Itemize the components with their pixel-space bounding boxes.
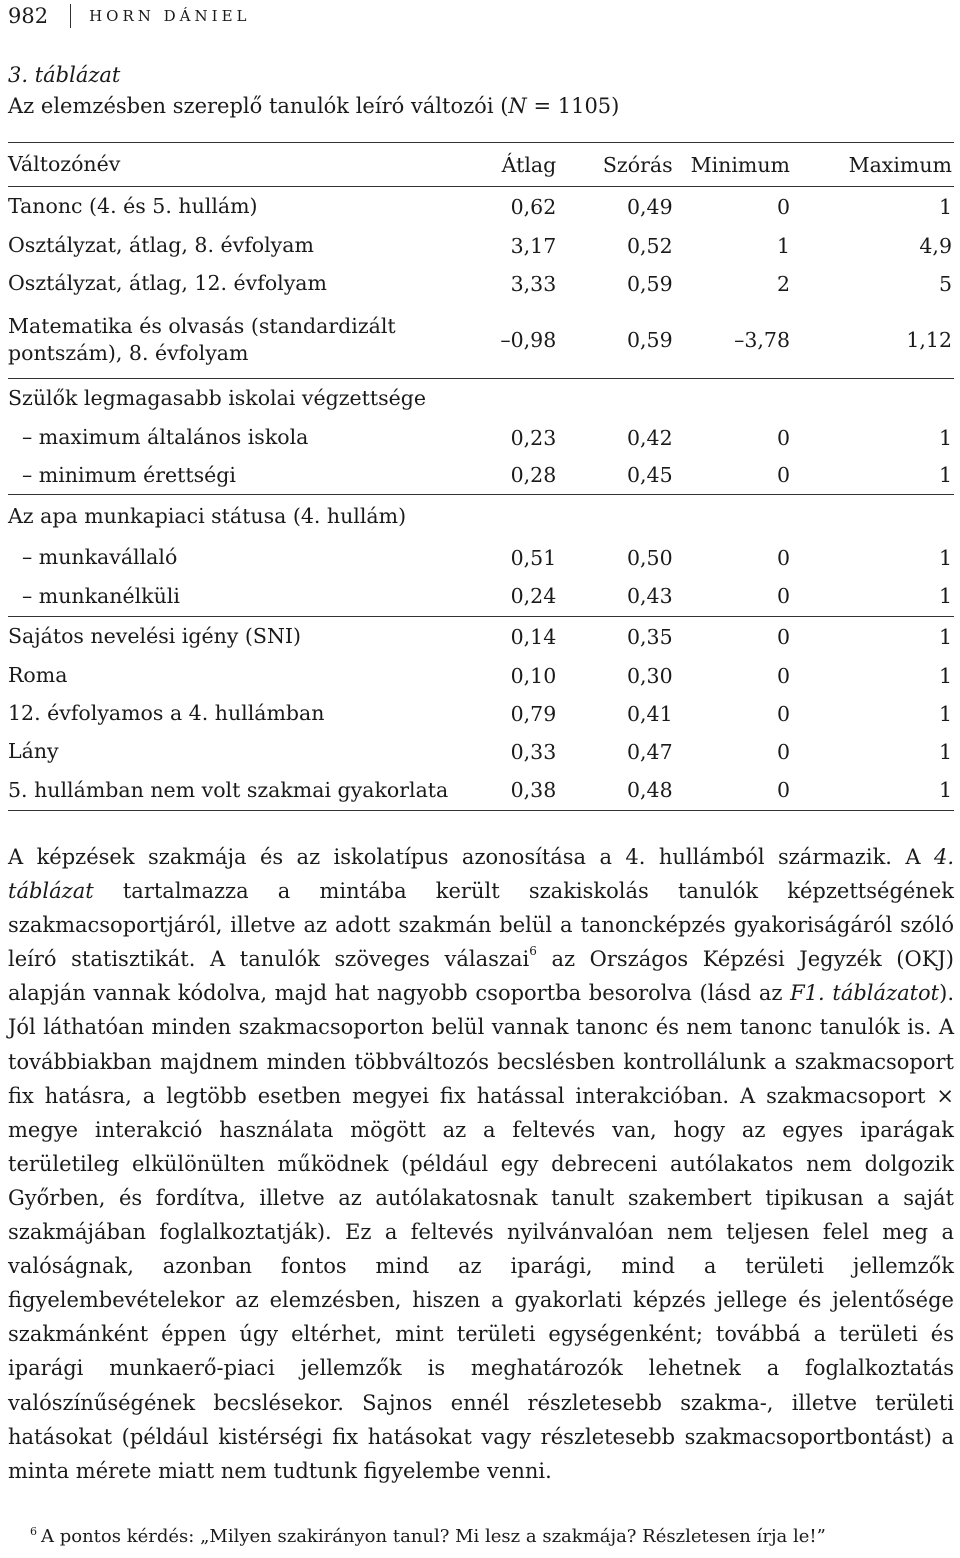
body-paragraph: A képzések szakmája és az iskolatípus azonosítása a 4. hullámból származik. A 4. táblázat tartalmazza a mintába került szakiskolás tanulók képzettségének szakmacsoportjáról, illetve az adott szakmán belül a tanoncképzés gyakoriságáról szóló leíró statisztikát. A tanulók szöveges válaszai$^6$ az Országos Képzési Jegyzék (OKJ) alapján vannak kódolva, majd hat nagyobb csoportba besorolva (lásd az F1. táblázatot). Jól láthatóan minden szakmacsoporton belül vannak tanonc és nem tanonc tanulók is. A továbbiakban majdnem minden többváltozós becslésben kontrollálunk a szakmacsoport fix hatásra, a legtöbb esetben megyei fix hatással interakcióban. A szakmacsoport × megye interakció használata mögött az a feltevés van, hogy az egyes iparágak területileg elkülönülten működnek (például egy debreceni autólakatos nem dolgozik Győrben, és fordítva, illetve az autólakatosnak tanult szakembert tipikusan a saját szakmájában foglalkoztatják). Ez a feltevés nyilvánvalóan nem teljesen felel meg a valóságnak, azonban fontos mind az iparági, mind a területi jellemzők figyelembevételekor az elemzésben, hiszen a gyakorlati képzés jellege és jelentősége szakmánként éppen úgy eltérhet, mint területi egységenként; továbbá a területi és iparági munkaerő-piaci jellemzők is meghatározók lehetnek a foglalkoztatás valószínűségének becslésekor. Sajnos ennél részletesebb szakma-, illetve területi hatásokat (például kistérségi fix hatásokat vagy részletesebb szakmacsoportbontást) a minta mérete miatt nem tudtunk figyelembe venni.: [8, 845, 955, 1483]
footnote-text: A pontos kérdés: „Milyen szakirányon tanul? Mi lesz a szakmája? Részletesen írja le!”: [41, 1526, 826, 1547]
footnote: [30, 1524, 826, 1550]
table-reference: F1. táblázatot: [790, 981, 940, 1006]
running-author: HORN DÁNIEL: [89, 7, 251, 25]
col-header-mean: Átlag: [501, 152, 557, 177]
table-title: Az elemzésben szereplő tanulók leíró változói (N = 1105): [8, 94, 620, 118]
page-number: 982: [8, 4, 49, 28]
table-row: – maximum általános iskola 0,23 0,42 0 1: [22, 425, 952, 450]
col-header-min: Minimum: [690, 152, 790, 177]
footnote-marker: 6: [30, 1525, 37, 1538]
table-caption: [8, 60, 619, 122]
table-row: 5. hullámban nem volt szakmai gyakorlata 0,38 0,48 0 1: [8, 771, 954, 811]
descriptive-statistics-table: [8, 142, 954, 811]
table-row: 12. évfolyamos a 4. hullámban 0,79 0,41 0 1: [8, 701, 952, 726]
col-header-variable: Változónév: [8, 152, 121, 176]
table-reference: 4. táblázat: [8, 845, 954, 904]
table-row: Osztályzat, átlag, 12. évfolyam 3,33 0,59 2 5: [8, 271, 952, 296]
table-group-heading: Szülők legmagasabb iskolai végzettsége: [8, 386, 427, 411]
table-row: Matematika és olvasás (standardizált pontszám), 8. évfolyam –0,98 0,59 –3,78 1,12: [8, 303, 954, 379]
table-row: – minimum érettségi 0,28 0,45 0 1: [8, 457, 954, 495]
header-divider: [70, 4, 71, 28]
table-row: Osztályzat, átlag, 8. évfolyam 3,17 0,52 1 4,9: [8, 233, 952, 258]
footnote-ref: 6: [529, 944, 537, 959]
table-row: Lány 0,33 0,47 0 1: [8, 739, 952, 764]
col-header-sd: Szórás: [602, 152, 673, 177]
table-label: 3. táblázat: [8, 63, 121, 87]
table-group-heading: Az apa munkapiaci státusa (4. hullám): [8, 504, 407, 529]
table-row: Sajátos nevelési igény (SNI) 0,14 0,35 0 1: [8, 624, 952, 649]
table-row: – munkavállaló 0,51 0,50 0 1: [22, 545, 952, 570]
table-header-row: [8, 143, 954, 187]
table-row: – munkanélküli 0,24 0,43 0 1: [8, 577, 954, 617]
running-header: [8, 2, 250, 30]
col-header-max: Maximum: [848, 152, 952, 177]
table-row: Tanonc (4. és 5. hullám) 0,62 0,49 0 1: [8, 194, 952, 219]
table-row: Roma 0,10 0,30 0 1: [8, 663, 952, 688]
